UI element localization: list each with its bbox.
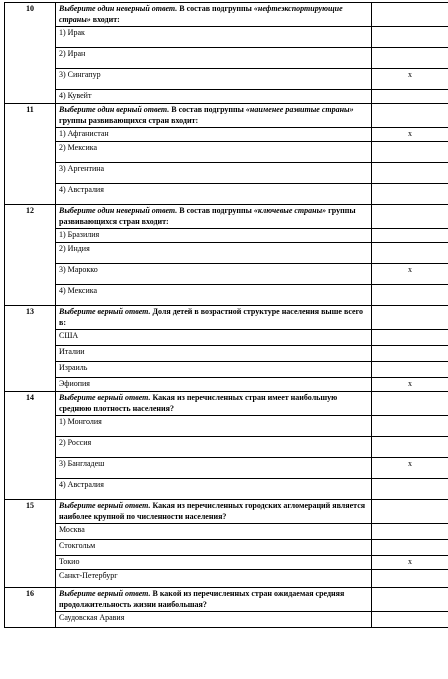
question-body: В состав подгруппы: [169, 105, 246, 114]
answer-row: [5, 27, 448, 48]
question-instruction: Выберите верный ответ.: [59, 501, 151, 510]
answer-option: 2) Иран: [56, 48, 372, 69]
question-body: В состав подгруппы: [177, 4, 254, 13]
answer-option: 1) Бразилия: [56, 229, 372, 243]
question-number: 10: [5, 3, 56, 104]
answer-row: [5, 524, 448, 540]
question-subgroup-name: «наименее развитые страны»: [245, 105, 354, 114]
answer-option: Израиль: [56, 362, 372, 378]
answer-row: [5, 163, 448, 184]
answer-option: 3) Бангладеш: [56, 458, 372, 479]
answer-option: Эфиопия: [56, 378, 372, 392]
question-body: группы развивающихся стран входит:: [59, 115, 199, 125]
question-mark-cell: [372, 104, 448, 128]
answer-row: [5, 437, 448, 458]
questions-table: [4, 2, 448, 628]
answer-option: 1) Монголия: [56, 416, 372, 437]
question-instruction: Выберите один неверный ответ.: [59, 206, 178, 215]
question-row: [5, 588, 448, 612]
answer-mark-cell: [372, 437, 448, 458]
answer-mark-cell: [372, 243, 448, 264]
question-body: В состав подгруппы: [177, 206, 254, 215]
answer-option: 4) Кувейт: [56, 90, 372, 104]
question-number: 12: [5, 205, 56, 306]
answer-row: [5, 570, 448, 588]
question-body: Доля детей в возрастной структуре населения выше всего в:: [59, 307, 364, 327]
answer-row: [5, 362, 448, 378]
answer-row: [5, 346, 448, 362]
question-instruction: Выберите один неверный ответ.: [59, 4, 178, 13]
answer-mark-cell: [372, 612, 448, 628]
answer-option: 3) Сингапур: [56, 69, 372, 90]
question-body: Какая из перечисленных стран имеет наибольшую среднюю плотность населения?: [59, 393, 338, 413]
answer-option: 3) Аргентина: [56, 163, 372, 184]
questions-table-body: [5, 3, 448, 628]
answer-row: [5, 48, 448, 69]
correct-answer-mark: x: [372, 556, 448, 570]
answer-mark-cell: [372, 285, 448, 306]
answer-row: [5, 330, 448, 346]
answer-row: [5, 285, 448, 306]
answer-option: Саудовская Аравия: [56, 612, 372, 628]
question-body: В какой из перечисленных стран ожидаемая средняя продолжительность жизни наибольшая?: [59, 589, 345, 609]
answer-row: [5, 184, 448, 205]
answer-row: [5, 90, 448, 104]
answer-mark-cell: [372, 142, 448, 163]
question-row: [5, 392, 448, 416]
answer-mark-cell: [372, 570, 448, 588]
question-number: 15: [5, 500, 56, 588]
answer-mark-cell: [372, 362, 448, 378]
answer-row: [5, 612, 448, 628]
question-body: группы развивающихся стран входит:: [59, 206, 356, 226]
answer-mark-cell: [372, 48, 448, 69]
answer-row: [5, 556, 448, 570]
correct-answer-mark: x: [372, 264, 448, 285]
answer-option: 4) Мексика: [56, 285, 372, 306]
answer-option: Италии: [56, 346, 372, 362]
answer-row: [5, 264, 448, 285]
answer-mark-cell: [372, 229, 448, 243]
question-instruction: Выберите верный ответ.: [59, 307, 151, 316]
correct-answer-mark: x: [372, 458, 448, 479]
question-mark-cell: [372, 205, 448, 229]
answer-option: 4) Австралия: [56, 184, 372, 205]
answer-mark-cell: [372, 163, 448, 184]
correct-answer-mark: x: [372, 378, 448, 392]
question-subgroup-name: «нефтеэкспортирующие страны»: [59, 4, 343, 24]
answer-row: [5, 416, 448, 437]
question-text: [56, 588, 372, 612]
answer-option: 2) Индия: [56, 243, 372, 264]
question-mark-cell: [372, 500, 448, 524]
answer-option: 1) Ирак: [56, 27, 372, 48]
question-text: [56, 500, 372, 524]
answer-mark-cell: [372, 184, 448, 205]
question-instruction: Выберите один верный ответ.: [59, 105, 170, 114]
question-number: 13: [5, 306, 56, 392]
answer-row: [5, 458, 448, 479]
answer-mark-cell: [372, 346, 448, 362]
question-instruction: Выберите верный ответ.: [59, 589, 151, 598]
question-row: [5, 500, 448, 524]
answer-row: [5, 479, 448, 500]
question-text: [56, 306, 372, 330]
question-text: [56, 392, 372, 416]
answer-option: Москва: [56, 524, 372, 540]
question-body: входит:: [90, 14, 120, 24]
question-row: [5, 3, 448, 27]
answer-mark-cell: [372, 330, 448, 346]
question-number: 14: [5, 392, 56, 500]
question-text: [56, 3, 372, 27]
answer-option: Токио: [56, 556, 372, 570]
question-body: Какая из перечисленных городских агломераций является наиболее крупной по численности населения?: [59, 501, 366, 521]
question-row: [5, 306, 448, 330]
answer-mark-cell: [372, 416, 448, 437]
answer-row: [5, 128, 448, 142]
question-row: [5, 104, 448, 128]
answer-row: [5, 243, 448, 264]
correct-answer-mark: x: [372, 69, 448, 90]
answer-mark-cell: [372, 90, 448, 104]
correct-answer-mark: x: [372, 128, 448, 142]
question-subgroup-name: «ключевые страны»: [253, 206, 327, 215]
question-mark-cell: [372, 306, 448, 330]
answer-mark-cell: [372, 540, 448, 556]
answer-option: 4) Австралия: [56, 479, 372, 500]
answer-row: [5, 142, 448, 163]
question-number: 11: [5, 104, 56, 205]
answer-row: [5, 69, 448, 90]
question-text: [56, 104, 372, 128]
answer-option: 2) Россия: [56, 437, 372, 458]
answer-option: 1) Афганистан: [56, 128, 372, 142]
question-mark-cell: [372, 3, 448, 27]
answer-mark-cell: [372, 524, 448, 540]
answer-row: [5, 229, 448, 243]
answer-row: [5, 540, 448, 556]
answer-option: Стокгольм: [56, 540, 372, 556]
question-number: 16: [5, 588, 56, 628]
question-text: [56, 205, 372, 229]
answer-mark-cell: [372, 479, 448, 500]
answer-option: США: [56, 330, 372, 346]
question-mark-cell: [372, 588, 448, 612]
answer-mark-cell: [372, 27, 448, 48]
answer-option: Санкт-Петербург: [56, 570, 372, 588]
question-mark-cell: [372, 392, 448, 416]
answer-option: 3) Марокко: [56, 264, 372, 285]
question-row: [5, 205, 448, 229]
answer-row: [5, 378, 448, 392]
question-instruction: Выберите верный ответ.: [59, 393, 151, 402]
answer-option: 2) Мексика: [56, 142, 372, 163]
